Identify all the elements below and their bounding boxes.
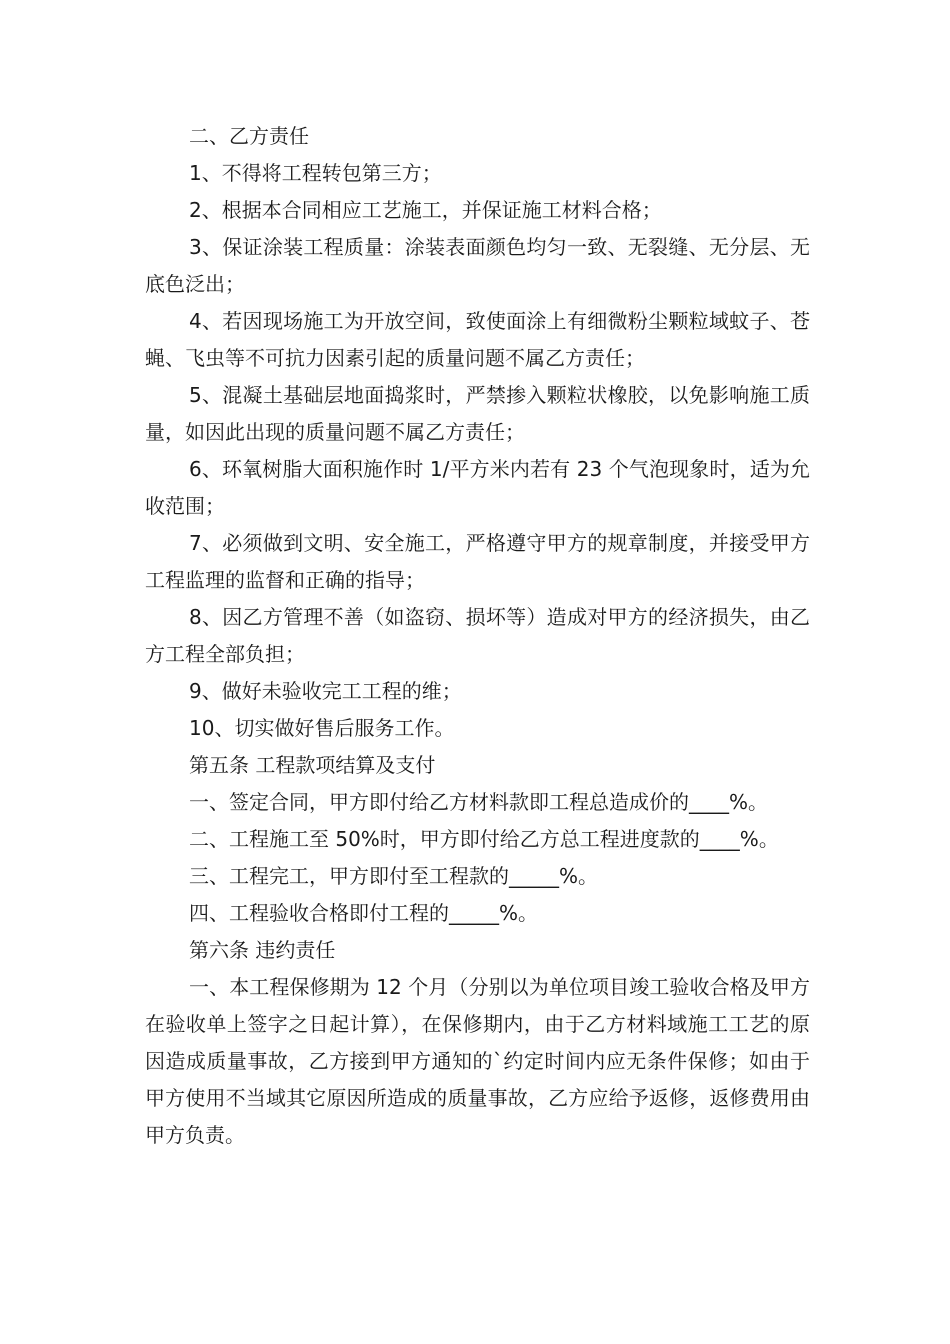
article-heading: 第五条 工程款项结算及支付: [189, 753, 436, 777]
article-heading: 第六条 违约责任: [189, 938, 336, 962]
clause-item: 4、若因现场施工为开放空间，致使面涂上有细微粉尘颗粒域蚊子、苍蝇、飞虫等不可抗力因素引起的质量问题不属乙方责任；: [145, 309, 810, 370]
clause-item: 8、因乙方管理不善（如盗窃、损坏等）造成对甲方的经济损失，由乙方工程全部负担；: [145, 605, 810, 666]
liability-item: 一、本工程保修期为 12 个月（分别以为单位项目竣工验收合格及甲方在验收单上签字之日起计算），在保修期内，由于乙方材料域施工工艺的原因造成质量事故，乙方接到甲方通知的`约定时间内应无条件保修；如由于甲方使用不当域其它原因所造成的质量事故，乙方应给予返修，返修费用由甲方负责。: [145, 975, 810, 1147]
payment-item: 三、工程完工，甲方即付至工程款的_____%。: [189, 864, 599, 888]
clause-item: 10、切实做好售后服务工作。: [189, 716, 455, 740]
clause-item: 7、必须做到文明、安全施工，严格遵守甲方的规章制度，并接受甲方工程监理的监督和正确的指导；: [145, 531, 810, 592]
section-heading: 二、乙方责任: [189, 124, 309, 148]
clause-item: 5、混凝土基础层地面捣浆时，严禁掺入颗粒状橡胶，以免影响施工质量，如因此出现的质量问题不属乙方责任；: [145, 383, 810, 444]
document-page: [145, 118, 810, 1154]
clause-item: 6、环氧树脂大面积施作时 1/平方米内若有 23 个气泡现象时，适为允收范围；: [145, 457, 810, 518]
clause-item: 3、保证涂装工程质量：涂装表面颜色均匀一致、无裂缝、无分层、无底色泛出；: [145, 235, 810, 296]
payment-item: 二、工程施工至 50%时，甲方即付给乙方总工程进度款的____%。: [189, 827, 779, 851]
clause-item: 2、根据本合同相应工艺施工，并保证施工材料合格；: [189, 198, 662, 222]
clause-item: 9、做好未验收完工工程的维；: [189, 679, 462, 703]
payment-item: 一、签定合同，甲方即付给乙方材料款即工程总造成价的____%。: [189, 790, 769, 814]
payment-item: 四、工程验收合格即付工程的_____%。: [189, 901, 539, 925]
clause-item: 1、不得将工程转包第三方；: [189, 161, 442, 185]
